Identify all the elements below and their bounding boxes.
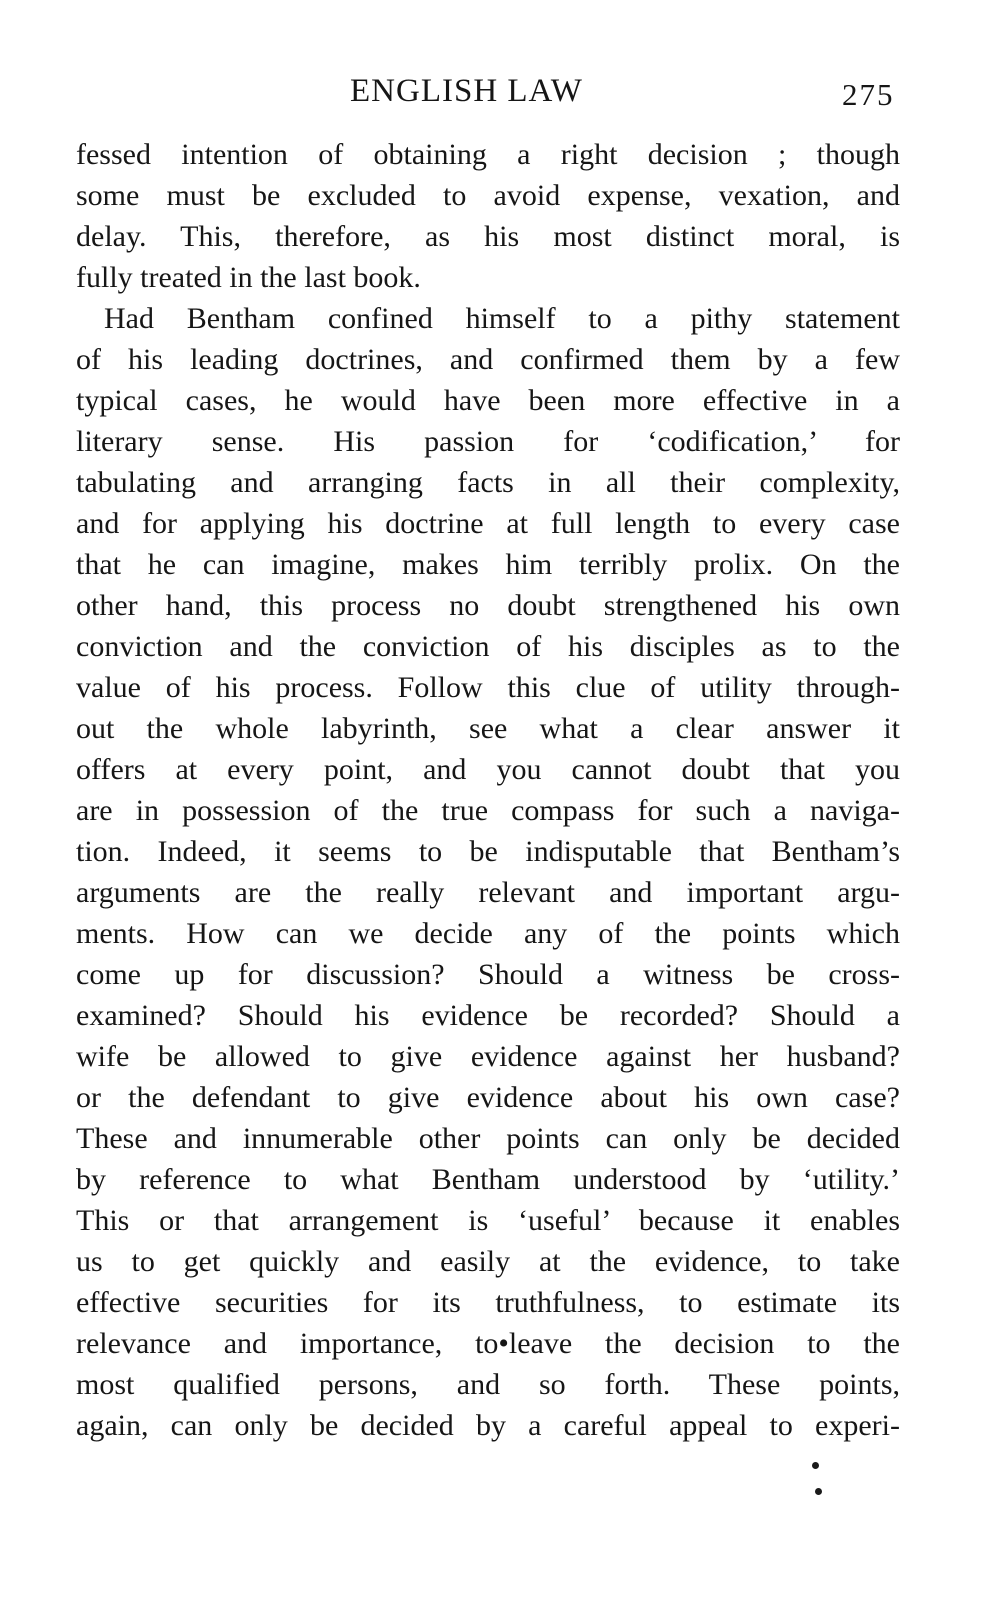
running-head — [0, 66, 1000, 116]
text-line: These and innumerable other points can only be decided — [76, 1122, 900, 1155]
text-line: wife be allowed to give evidence against her husband? — [76, 1040, 900, 1073]
ink-specks — [810, 1462, 830, 1532]
text-line: delay. This, therefore, as his most distinct moral, is — [76, 220, 900, 253]
text-line: out the whole labyrinth, see what a clear answer it — [76, 712, 900, 745]
text-line: by reference to what Bentham understood by ‘utility.’ — [76, 1163, 900, 1196]
running-title: ENGLISH LAW — [350, 73, 583, 109]
text-line: arguments are the really relevant and important argu- — [76, 876, 900, 909]
text-line: come up for discussion? Should a witness be cross- — [76, 958, 900, 991]
text-line: value of his process. Follow this clue of utility through- — [76, 671, 900, 704]
text-line: This or that arrangement is ‘useful’ because it enables — [76, 1204, 900, 1237]
text-line: fessed intention of obtaining a right decision ; though — [76, 138, 900, 171]
text-line: tabulating and arranging facts in all their complexity, — [76, 466, 900, 499]
text-line: effective securities for its truthfulness, to estimate its — [76, 1286, 900, 1319]
text-line: ments. How can we decide any of the points which — [76, 917, 900, 950]
text-line: us to get quickly and easily at the evidence, to take — [76, 1245, 900, 1278]
text-line: literary sense. His passion for ‘codification,’ for — [76, 425, 900, 458]
text-line: examined? Should his evidence be recorded? Should a — [76, 999, 900, 1032]
text-line: tion. Indeed, it seems to be indisputable that Bentham’s — [76, 835, 900, 868]
text-line: conviction and the conviction of his disciples as to the — [76, 630, 900, 663]
text-line: fully treated in the last book. — [76, 261, 421, 294]
text-line: are in possession of the true compass for such a naviga- — [76, 794, 900, 827]
ink-speck — [812, 1462, 819, 1469]
text-line: that he can imagine, makes him terribly prolix. On the — [76, 548, 900, 581]
text-line: some must be excluded to avoid expense, vexation, and — [76, 179, 900, 212]
body-text — [76, 134, 900, 1446]
text-line: relevance and importance, to•leave the decision to the — [76, 1327, 900, 1360]
text-line: Had Bentham confined himself to a pithy statement — [104, 302, 900, 335]
text-line: other hand, this process no doubt strengthened his own — [76, 589, 900, 622]
text-line: again, can only be decided by a careful appeal to experi- — [76, 1409, 900, 1442]
text-line: and for applying his doctrine at full length to every case — [76, 507, 900, 540]
page-number: 275 — [842, 77, 895, 112]
text-line: offers at every point, and you cannot doubt that you — [76, 753, 900, 786]
text-line: typical cases, he would have been more effective in a — [76, 384, 900, 417]
text-line: or the defendant to give evidence about his own case? — [76, 1081, 900, 1114]
text-line: most qualified persons, and so forth. These points, — [76, 1368, 900, 1401]
ink-speck — [815, 1488, 822, 1495]
text-line: of his leading doctrines, and confirmed them by a few — [76, 343, 900, 376]
